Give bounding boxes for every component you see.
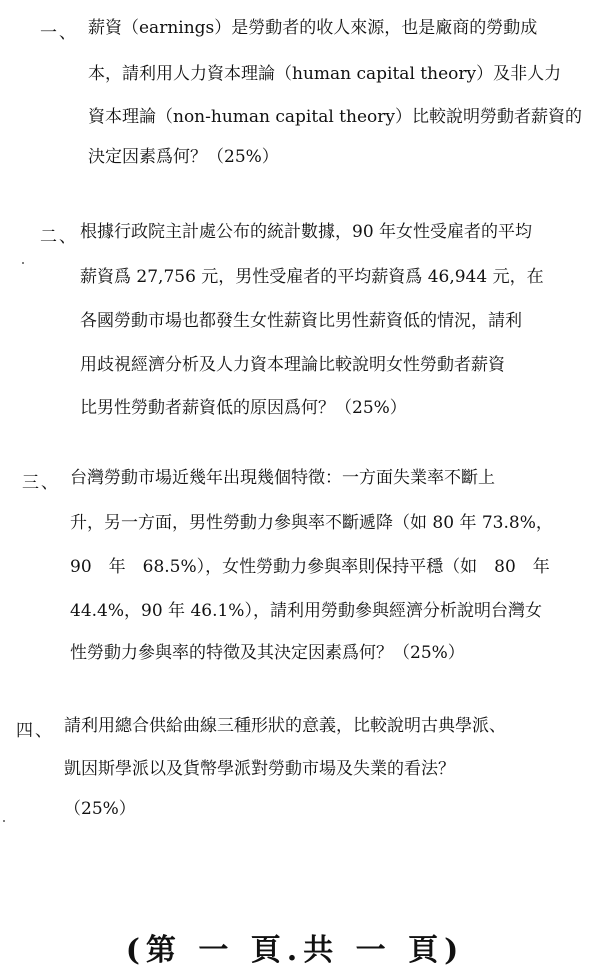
question-text-line: 薪資（earnings）是勞動者的收人來源，也是廠商的勞動成 (88, 18, 538, 38)
question-3 (22, 468, 582, 668)
question-number: 二、 (40, 227, 78, 247)
question-number: 三、 (22, 473, 60, 493)
question-text-line: 根據行政院主計處公布的統計數據，90 年女性受雇者的平均 (80, 222, 533, 242)
question-text-line: 用歧視經濟分析及人力資本理論比較說明女性勞動者薪資 (80, 355, 505, 375)
question-text-line: 性勞動力參與率的特徵及其決定因素爲何？（25%） (70, 643, 465, 663)
question-number: 一、 (40, 23, 78, 43)
question-text-line: 升，另一方面，男性勞動力參與率不斷遞降（如 80 年 73.8%， (70, 513, 553, 533)
scan-speck (22, 262, 24, 264)
question-text-line: 台灣勞動市場近幾年出現幾個特徵：一方面失業率不斷上 (70, 468, 495, 488)
question-2 (40, 222, 580, 422)
question-text-line: 本，請利用人力資本理論（human capital theory）及非人力 (88, 64, 562, 84)
question-text-line: 薪資爲 27,756 元，男性受雇者的平均薪資爲 46,944 元，在 (80, 267, 544, 287)
question-4 (16, 716, 582, 826)
question-text-line: 各國勞動市場也都發生女性薪資比男性薪資低的情況，請利 (80, 311, 522, 331)
question-text-line: 資本理論（non-human capital theory）比較說明勞動者薪資的 (88, 107, 582, 127)
question-text-line: 請利用總合供給曲線三種形狀的意義，比較說明古典學派、 (64, 716, 506, 736)
question-text-line: 凱因斯學派以及貨幣學派對勞動市場及失業的看法？ (64, 759, 455, 779)
question-text-line: 決定因素爲何？（25%） (88, 147, 279, 167)
question-text-line: 44.4%，90 年 46.1%），請利用勞動參與經濟分析說明台灣女 (70, 601, 542, 621)
question-text-line: 90 年 68.5%），女性勞動力參與率則保持平穩（如 80 年 (70, 557, 550, 577)
question-text-line: （25%） (64, 799, 136, 819)
scan-speck (3, 820, 5, 822)
page-footer: (第 一 頁.共 一 頁) (125, 933, 465, 968)
question-text-line: 比男性勞動者薪資低的原因爲何？（25%） (80, 398, 407, 418)
question-1 (40, 18, 580, 178)
question-number: 四、 (16, 721, 54, 741)
